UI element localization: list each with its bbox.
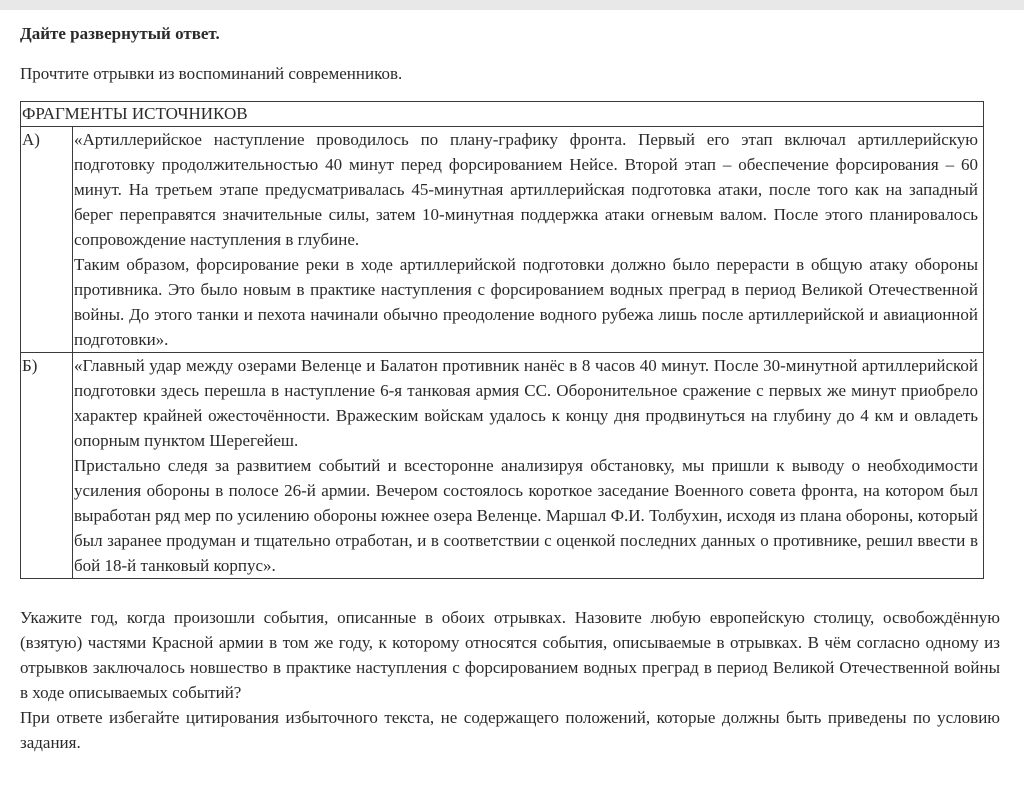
task-intro: Прочтите отрывки из воспоминаний современников. <box>20 64 403 83</box>
top-bar <box>0 0 1024 10</box>
source-text <box>73 353 984 579</box>
source-letter: А) <box>21 127 73 353</box>
source-text <box>73 127 984 353</box>
source-paragraph: «Артиллерийское наступление проводилось по плану-графику фронта. Первый его этап включал артиллерийскую подготовку продолжительностью 40 минут перед форсированием Нейсе. Второй этап – обеспечение форсирования – 60 минут. На третьем этапе предусматривалась 45-минутная артиллерийская подготовка атаки, после того как на западный берег переправятся значительные силы, затем 10-минутная поддержка атаки огневым валом. После этого планировалось сопровождение наступления в глубине. <box>74 130 978 249</box>
source-paragraph: Пристально следя за развитием событий и всесторонне анализируя обстановку, мы пришли к выводу о необходимости усиления обороны в полосе 26-й армии. Вечером состоялось короткое заседание Военного совета фронта, на котором был выработан ряд мер по усилению обороны южнее озера Веленце. Маршал Ф.И. Толбухин, исходя из плана обороны, который был заранее продуман и тщательно отработан, и в соответствии с оценкой последних данных о противнике, решил ввести в бой 18-й танковый корпус». <box>74 456 978 575</box>
source-letter: Б) <box>21 353 73 579</box>
source-paragraph: «Главный удар между озерами Веленце и Балатон противник нанёс в 8 часов 40 минут. После 30-минутной артиллерийской подготовки здесь перешла в наступление 6-я танковая армия СС. Оборонительное сражение с первых же минут приобрело характер крайней ожесточённости. Вражеским войскам удалось к концу дня продвинуться на глубину до 4 км и овладеть опорным пунктом Шерегейеш. <box>74 356 978 450</box>
source-row-b <box>21 353 984 579</box>
sources-table <box>20 101 984 579</box>
source-row-a <box>21 127 984 353</box>
source-paragraph: Таким образом, форсирование реки в ходе артиллерийской подготовки должно было перерасти в общую атаку обороны противника. Это было новым в практике наступления с форсированием водных преград в период Великой Отечественной войны. До этого танки и пехота начинали обычно преодоление водного рубежа лишь после артиллерийской и авиационной подготовки». <box>74 255 978 349</box>
task-heading: Дайте развернутый ответ. <box>20 24 220 43</box>
question-text: Укажите год, когда произошли события, описанные в обоих отрывках. Назовите любую европейскую столицу, освобождённую (взятую) частями Красной армии в том же году, к которому относятся события, описываемые в отрывках. В чём согласно одному из отрывков заключалось новшество в практике наступления с форсированием водных преград в период Великой Отечественной войны в ходе описываемых событий? <box>20 608 1000 702</box>
sources-table-header: ФРАГМЕНТЫ ИСТОЧНИКОВ <box>21 102 984 127</box>
question-note: При ответе избегайте цитирования избыточного текста, не содержащего положений, которые должны быть приведены по условию задания. <box>20 708 1000 752</box>
question-block <box>20 605 1000 755</box>
task-content <box>20 22 1000 755</box>
